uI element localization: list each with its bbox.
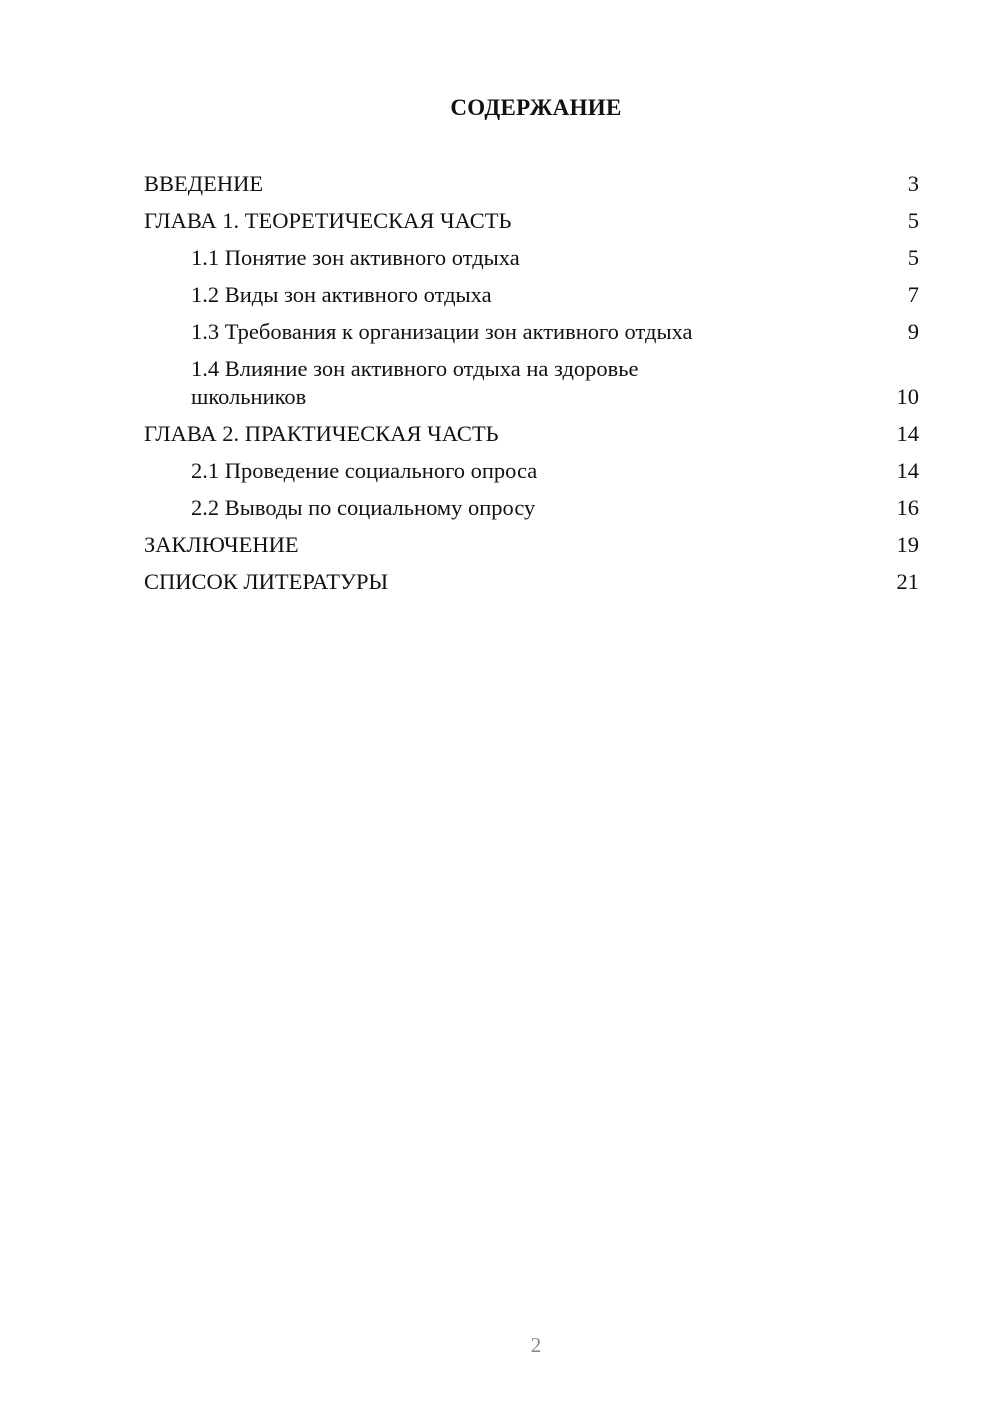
- toc-entry-title: ГЛАВА 2. ПРАКТИЧЕСКАЯ ЧАСТЬ: [144, 421, 499, 446]
- page-number: 2: [530, 1333, 542, 1357]
- toc-entry-section-1-3[interactable]: [144, 318, 919, 346]
- toc-entry-page: 19: [896, 532, 919, 557]
- toc-entry-page: 14: [896, 458, 919, 483]
- toc-entry-title: ЗАКЛЮЧЕНИЕ: [144, 532, 299, 557]
- toc-entry-page: 5: [907, 208, 919, 233]
- toc-entry-title: ВВЕДЕНИЕ: [144, 171, 264, 196]
- toc-entry-section-2-1[interactable]: [144, 457, 919, 485]
- toc-entry-page: 10: [896, 384, 919, 409]
- toc-entry-title: ГЛАВА 1. ТЕОРЕТИЧЕСКАЯ ЧАСТЬ: [144, 208, 512, 233]
- toc-entry-page: 14: [896, 421, 919, 446]
- toc-entry-page: 21: [896, 569, 919, 594]
- toc-entry-references[interactable]: [144, 568, 919, 596]
- toc-entry-title: 1.1 Понятие зон активного отдыха: [191, 245, 520, 270]
- toc-entry-chapter-1[interactable]: [144, 207, 919, 235]
- toc-entry-page: 16: [896, 495, 919, 520]
- toc-entry-conclusion[interactable]: [144, 531, 919, 559]
- toc-entry-section-1-1[interactable]: [144, 244, 919, 272]
- table-of-contents: [144, 170, 919, 605]
- toc-entry-page: 7: [907, 282, 919, 307]
- toc-entry-title: СПИСОК ЛИТЕРАТУРЫ: [144, 569, 389, 594]
- toc-entry-title: 2.2 Выводы по социальному опросу: [191, 495, 536, 520]
- toc-entry-title: 2.1 Проведение социального опроса: [191, 458, 538, 483]
- toc-entry-page: 3: [907, 171, 919, 196]
- toc-entry-section-2-2[interactable]: [144, 494, 919, 522]
- toc-entry-title: 1.2 Виды зон активного отдыха: [191, 282, 492, 307]
- toc-entry-title: 1.4 Влияние зон активного отдыха на здоровье школьников: [191, 356, 639, 409]
- page-title: СОДЕРЖАНИЕ: [450, 95, 622, 120]
- toc-entry-page: 9: [907, 319, 919, 344]
- toc-entry-page: 5: [907, 245, 919, 270]
- toc-entry-introduction[interactable]: [144, 170, 919, 198]
- toc-entry-section-1-4[interactable]: [144, 355, 919, 411]
- toc-entry-title: 1.3 Требования к организации зон активного отдыха: [191, 319, 693, 344]
- toc-entry-chapter-2[interactable]: [144, 420, 919, 448]
- toc-entry-section-1-2[interactable]: [144, 281, 919, 309]
